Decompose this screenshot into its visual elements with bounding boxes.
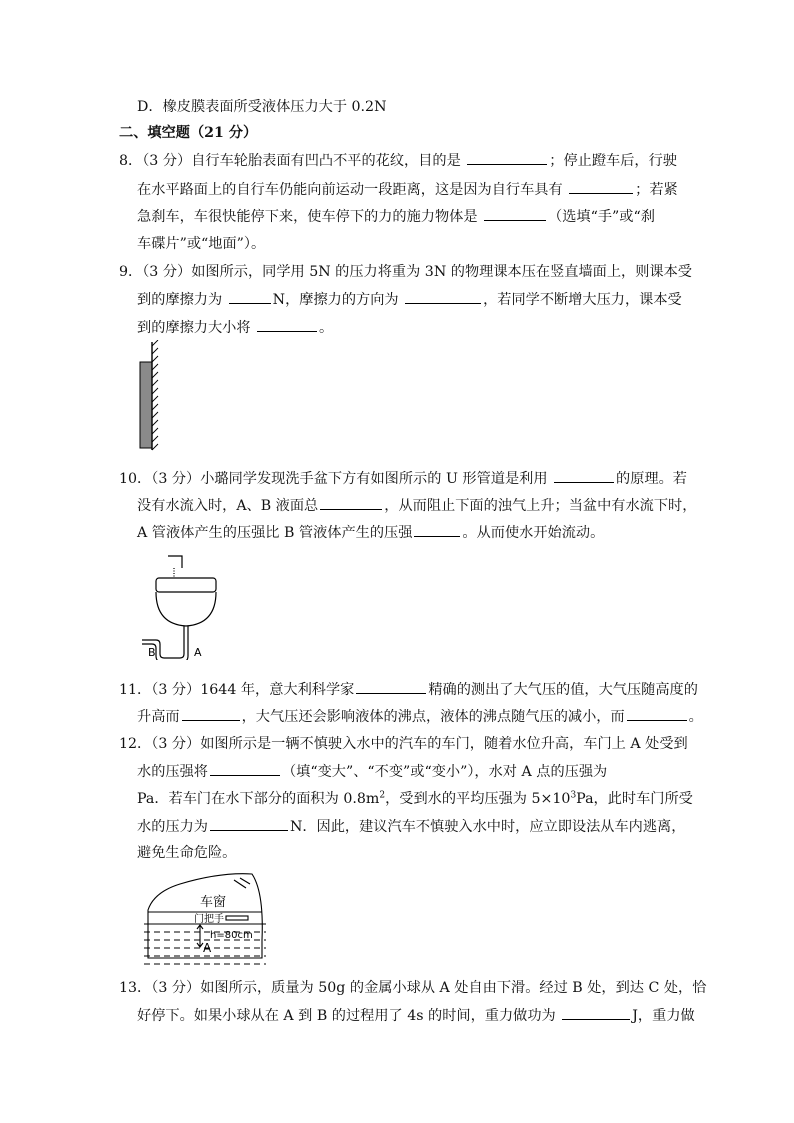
q8-line-2: 在水平路面上的自行车仍能向前运动一段距离，这是因为自行车具有 ；若紧: [137, 182, 678, 198]
q8-blank-3: [484, 207, 546, 221]
label-a: A: [194, 646, 202, 659]
q7-option-d: D．橡皮膜表面所受液体压力大于 0.2N: [137, 99, 387, 115]
q13-line-2: 好停下。如果小球从在 A 到 B 的过程用了 4s 的时间，重力做功为 J，重力做: [137, 1008, 695, 1024]
q10-line-2: 没有水流入时，A、B 液面总 ，从而阻止下面的浊气上升；当盆中有水流下时，: [137, 498, 697, 514]
q10-blank-3: [414, 523, 460, 537]
q11-line-2: 升高而 ，大气压还会影响液体的沸点，液体的沸点随气压的减小，而 。: [137, 709, 703, 725]
faucet: [168, 556, 182, 568]
q10-blank-2: [320, 496, 382, 510]
q8-line-3: 急刹车，车很快能停下来，使车停下的力的施力物体是 （选填“手”或“刹: [137, 209, 655, 225]
label-handle: 门把手: [194, 914, 224, 925]
q11-blank-3: [627, 707, 687, 721]
q10-sink-figure: [138, 548, 228, 660]
window-glare: [234, 878, 250, 888]
q9-line-2: 到的摩擦力为 N，摩擦力的方向为 ，若同学不断增大压力，课本受: [137, 292, 682, 308]
q12-line-3: Pa．若车门在水下部分的面积为 $0.8m^2$，受到水的平均压强为 $5\times 10^3Pa$，此时车门所受: [137, 790, 693, 807]
q12-line-5: 避免生命危险。: [137, 845, 237, 861]
wall-hatching: [152, 340, 158, 450]
q13-blank-1: [562, 1006, 630, 1020]
door-handle: [226, 916, 248, 920]
q8-line-1: 8．（3 分）自行车轮胎表面有凹凸不平的花纹，目的是 ；停止蹬车后，行驶: [119, 153, 677, 169]
q9-blank-2: [405, 290, 481, 304]
q9-blank-1: [229, 290, 271, 304]
q9-blank-3: [257, 318, 317, 332]
q12-line-4: 水的压力为 N．因此，建议汽车不慎驶入水中时，应立即设法从车内逃离，: [137, 819, 686, 835]
q10-blank-1: [554, 469, 614, 483]
q12-line-2: 水的压强将 （填“变大”、“不变”或“变小”），水对 A 点的压强为: [137, 764, 608, 780]
label-b: B: [148, 646, 156, 659]
label-point-a: A: [203, 941, 212, 955]
q11-line-1: 11．（3 分）1644 年，意大利科学家 精确的测出了大气压的值，大气压随高度的: [119, 682, 698, 698]
q9-wall-figure: [132, 340, 172, 452]
sink-basin: [156, 592, 216, 626]
q8-blank-1: [467, 151, 547, 165]
label-depth: h=80cm: [210, 930, 253, 941]
q12-blank-2: [210, 817, 288, 831]
q8-blank-2: [569, 180, 633, 194]
q12-line-1: 12．（3 分）如图所示是一辆不慎驶入水中的汽车的车门，随着水位升高，车门上 A 处受到: [119, 736, 688, 752]
q11-blank-1: [356, 680, 426, 694]
sink-rim: [156, 578, 216, 592]
q13-line-1: 13．（3 分）如图所示，质量为 50g 的金属小球从 A 处自由下滑。经过 B 处，到达 C 处，恰: [119, 980, 707, 996]
q10-line-3: A 管液体产生的压强比 B 管液体产生的压强 。从而使水开始流动。: [137, 525, 605, 541]
book-rect: [140, 362, 152, 448]
section-title: 二、填空题（21 分）: [119, 125, 258, 141]
q10-line-1: 10．（3 分）小璐同学发现洗手盆下方有如图所示的 U 形管道是利用 的原理。若: [119, 471, 687, 487]
q11-blank-2: [182, 707, 240, 721]
q12-car-door-figure: [140, 866, 268, 970]
q9-line-1: 9．（3 分）如图所示，同学用 5N 的压力将重为 3N 的物理课本压在竖直墙面上，则课本受: [119, 264, 692, 280]
q8-line-4: 车碟片”或“地面”）。: [137, 236, 266, 252]
q12-blank-1: [210, 762, 280, 776]
label-window: 车窗: [200, 895, 227, 910]
q9-line-3: 到的摩擦力大小将 。: [137, 320, 334, 336]
